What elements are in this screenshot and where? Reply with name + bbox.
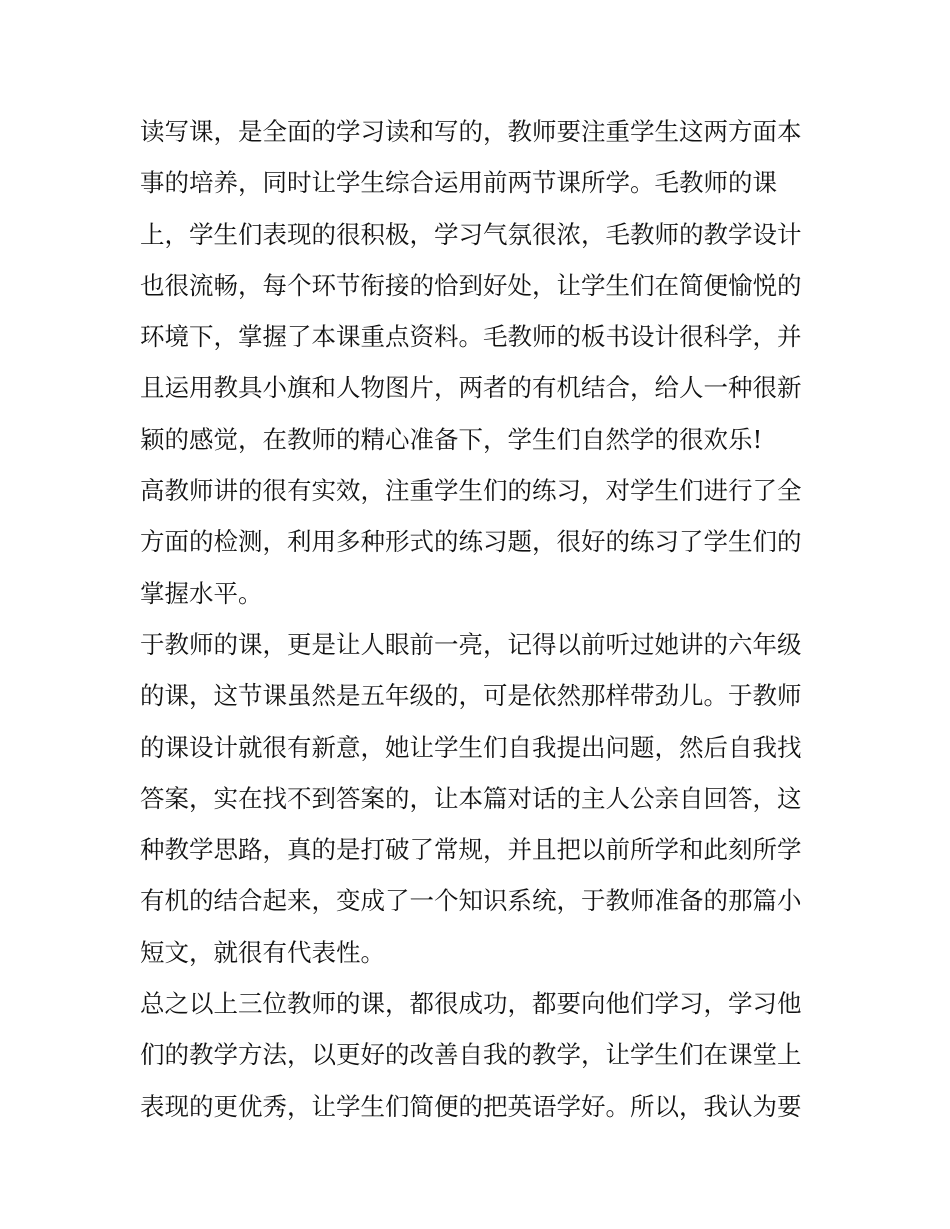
text-line: 答案，实在找不到答案的，让本篇对话的主人公亲自回答，这	[140, 783, 802, 813]
text-line: 短文，就很有代表性。	[140, 937, 385, 967]
text-line: 环境下，掌握了本课重点资料。毛教师的板书设计很科学，并	[140, 322, 802, 352]
text-line: 有机的结合起来，变成了一个知识系统，于教师准备的那篇小	[140, 886, 802, 916]
text-line: 表现的更优秀，让学生们简便的把英语学好。所以，我认为要	[140, 1091, 802, 1121]
text-line: 且运用教具小旗和人物图片，两者的有机结合，给人一种很新	[140, 373, 802, 403]
text-line: 总之以上三位教师的课，都很成功，都要向他们学习，学习他	[140, 989, 802, 1019]
text-line: 方面的检测，利用多种形式的练习题，很好的练习了学生们的	[140, 527, 802, 557]
text-line: 读写课，是全面的学习读和写的，教师要注重学生这两方面本	[140, 117, 802, 146]
text-line: 种教学思路，真的是打破了常规，并且把以前所学和此刻所学	[140, 835, 802, 865]
text-line: 高教师讲的很有实效，注重学生们的练习，对学生们进行了全	[140, 476, 802, 506]
text-line: 掌握水平。	[140, 578, 263, 608]
text-line: 上，学生们表现的很积极，学习气氛很浓，毛教师的教学设计	[140, 219, 802, 249]
text-line: 颖的感觉，在教师的精心准备下，学生们自然学的很欢乐!	[140, 424, 763, 454]
document-body-text	[140, 106, 820, 1132]
text-line: 们的教学方法，以更好的改善自我的教学，让学生们在课堂上	[140, 1040, 802, 1070]
text-line: 于教师的课，更是让人眼前一亮，记得以前听过她讲的六年级	[140, 629, 802, 659]
text-line: 的课设计就很有新意，她让学生们自我提出问题，然后自我找	[140, 732, 802, 762]
text-line: 也很流畅，每个环节衔接的恰到好处，让学生们在简便愉悦的	[140, 270, 802, 300]
text-line: 的课，这节课虽然是五年级的，可是依然那样带劲儿。于教师	[140, 681, 802, 711]
text-line: 事的培养，同时让学生综合运用前两节课所学。毛教师的课	[140, 168, 777, 198]
